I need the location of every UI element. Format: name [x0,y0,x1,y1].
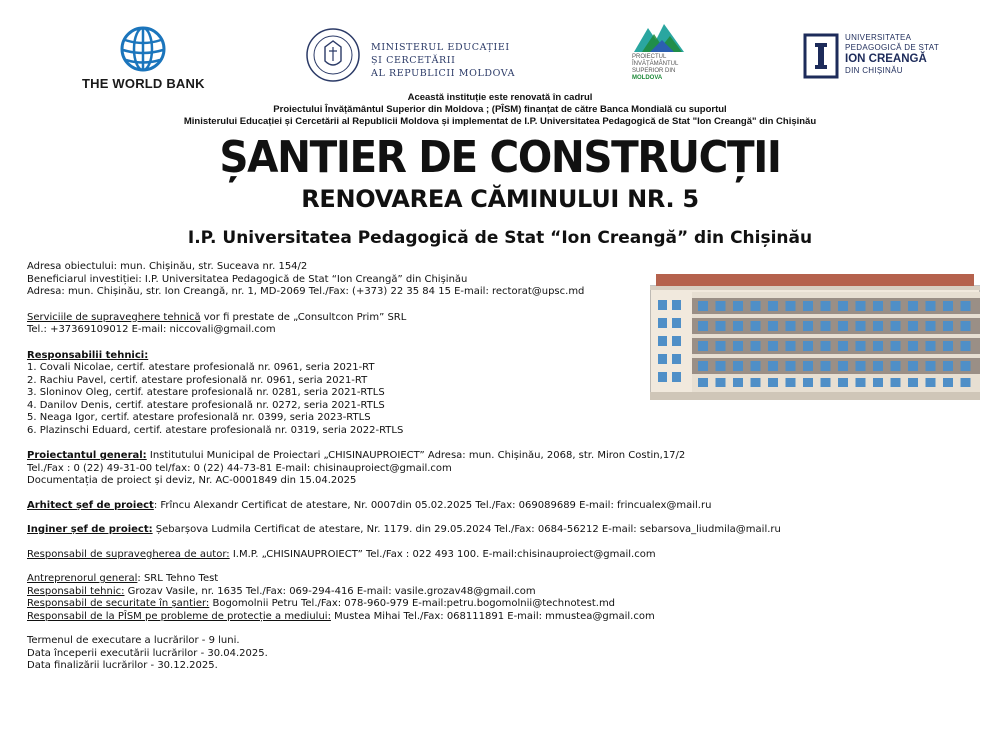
architect-text: : Frîncu Alexandr Certificat de atestare, Nr. 0007din 05.02.2025 Tel./Fax: 069089689 E-mail: frincualex@mail.ru [153,499,712,511]
list-item: 4. Danilov Denis, certif. atestare profesională nr. 0272, seria 2021-RTLS [27,399,385,411]
environment-line [27,611,987,624]
author-supervision-line [27,549,987,562]
execution-term: Termenul de executare a lucrărilor - 9 luni. [27,635,240,646]
safety-label: Responsabil de securitate în șantier: [27,598,210,609]
supervision-contact: Tel.: +37369109012 E-mail: niccovali@gmail.com [27,324,276,335]
technical-responsibles-list [27,362,987,437]
beneficiary-address: Adresa: mun. Chișinău, str. Ion Creangă, nr. 1, MD-2069 Tel./Fax: (+373) 22 35 84 15 E-mail: rectorat@upsc.md [27,286,585,297]
world-bank-globe-icon [120,26,166,72]
contractor-tech-line [27,586,987,599]
safety-text: Bogomolnii Petru Tel./Fax: 078-960-979 E-mail:petru.bogomolnii@technotest.md [209,598,616,609]
designer-docs: Documentația de proiect și deviz, Nr. AC-0001849 din 15.04.2025 [27,475,357,486]
institution-name: I.P. Universitatea Pedagogică de Stat “Ion Creangă” din Chișinău [187,228,813,248]
contractor-tech-label: Responsabil tehnic: [27,585,125,597]
end-date: Data finalizării lucrărilor - 30.12.2025. [27,660,218,671]
general-contractor-text: : SRL Tehno Test [137,573,219,584]
ministry-seal-icon [305,27,361,83]
environment-text: Mustea Mihai Tel./Fax: 068111891 E-mail: mmustea@gmail.com [330,610,655,622]
designer-label: Proiectantul general: [27,450,147,461]
page-subtitle: RENOVAREA CĂMINULUI NR. 5 [301,185,699,213]
ministry-logo-text: MINISTERUL EDUCAȚIEI ȘI CERCETĂRII AL REPUBLICII MOLDOVA [371,42,516,79]
technical-responsibles-label: Responsabilii tehnici: [27,349,149,361]
architect-line [27,500,987,513]
supervision-text: vor fi prestate de „Consultcon Prim” SRL [200,311,407,323]
list-item: 1. Covali Nicolae, certif. atestare profesională nr. 0961, seria 2021-RT [27,362,375,373]
supervision-label: Serviciile de supraveghere tehnică [27,311,201,323]
safety-line [27,598,987,611]
engineer-text: Șebarșova Ludmila Certificat de atestare, Nr. 1179. din 29.05.2024 Tel./Fax: 0684-56212 E-mail: sebarsova_liudmila@mail.ru [152,524,781,535]
general-contractor-label: Antreprenorul general [27,573,138,584]
list-item: 2. Rachiu Pavel, certif. atestare profesională nr. 0961, seria 2021-RT [27,374,368,386]
list-item: 3. Sloninov Oleg, certif. atestare profesională nr. 0281, seria 2021-RTLS [27,387,385,398]
author-label: Responsabil de supravegherea de autor: [27,548,230,560]
project-info [27,261,987,673]
pism-mountain-logo-icon [632,22,686,54]
architect-label: Arhitect șef de proiect [27,499,154,511]
engineer-line [27,524,987,537]
object-address: Adresa obiectului: mun. Chișinău, str. Suceava nr. 154/2 [27,261,308,272]
intro-statement: Această instituție este renovată în cadrul Proiectului Învățământul Superior din Moldova ; (PÎSM) finanțat de către Banca Mondială cu suportul Ministerului Educației și Cercetării al Republicii Moldova și implementat de I.P. Universitatea Pedagogică de Stat "Ion Creangă" din Chișinău [183,92,817,127]
contractor-tech-text: Grozav Vasile, nr. 1635 Tel./Fax: 069-294-416 E-mail: vasile.grozav48@gmail.com [124,585,536,597]
start-date: Data începerii executării lucrărilor - 30.04.2025. [27,647,268,659]
world-bank-logo-text: THE WORLD BANK [82,76,205,91]
pism-logo-text: PROIECTUL ÎNVĂȚĂMÂNTUL SUPERIOR DIN MOLDOVA [632,54,679,81]
author-text: I.M.P. „CHISINAUPROIECT” Tel./Fax : 022 493 100. E-mail:chisinauproiect@gmail.com [229,548,656,560]
upsc-logo-text: UNIVERSITATEA PEDAGOGICĂ DE STAT ION CREANGĂ DIN CHIȘINĂU [845,33,940,75]
supervision-line [27,312,987,325]
upsc-shield-logo-icon [803,33,839,79]
environment-label: Responsabil de la PÎSM pe probleme de protecție a mediului: [27,610,331,622]
list-item: 6. Plazinschi Eduard, certif. atestare profesională nr. 0319, seria 2022-RTLS [27,424,404,436]
general-contractor-line [27,573,987,586]
list-item: 5. Neaga Igor, certif. atestare profesională nr. 0399, seria 2023-RTLS [27,412,371,423]
beneficiary: Beneficiarul investiției: I.P. Universitatea Pedagogică de Stat “Ion Creangă” din Chișinău [27,273,468,285]
logo-bar [0,0,1000,100]
engineer-label: Inginer șef de proiect: [27,524,153,535]
page-title: ȘANTIER DE CONSTRUCȚII [219,132,781,183]
designer-text: Institutului Municipal de Proiectari „CHISINAUPROIECT” Adresa: mun. Chișinău, 2068, str. Miron Costin,17/2 [146,450,686,461]
designer-line [27,450,987,463]
designer-contact: Tel./Fax : 0 (22) 49-31-00 tel/fax: 0 (22) 44-73-81 E-mail: chisinauproiect@gmail.com [27,462,452,474]
